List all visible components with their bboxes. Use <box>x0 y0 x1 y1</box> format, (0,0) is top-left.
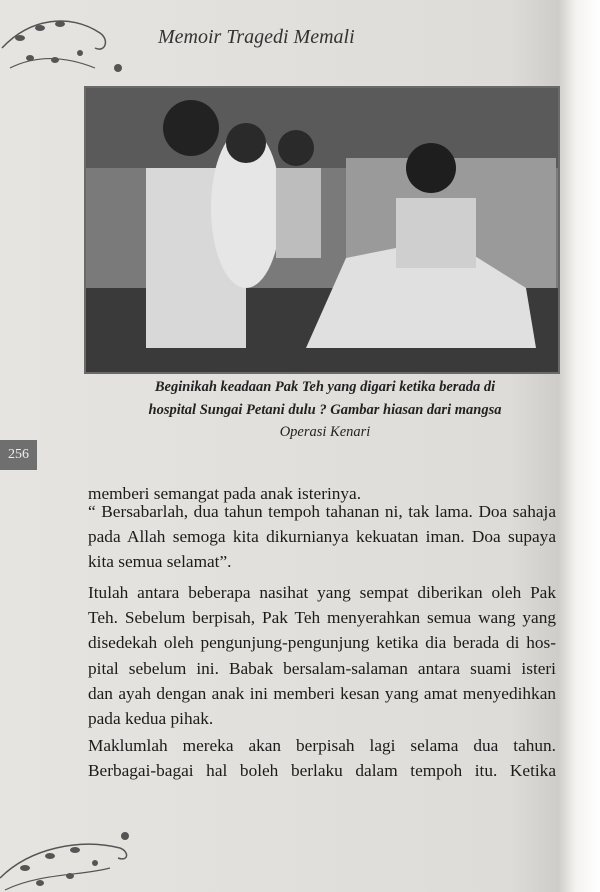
running-title: Memoir Tragedi Memali <box>158 26 355 48</box>
photograph <box>84 86 560 374</box>
floral-ornament-top-icon <box>0 8 130 78</box>
page-number: 256 <box>0 440 37 470</box>
text-line: pada Allah semoga kita dikurnianya kekuatan iman. Doa supaya <box>88 527 556 547</box>
text-line: pada kedua pihak. <box>88 709 214 729</box>
text-line: pital sebelum ini. Babak bersalam-salaman antara suami isteri <box>88 658 556 678</box>
text-line: dan ayah dengan anak ini memberi kesan yang amat menyedihkan <box>88 683 556 703</box>
figure-caption <box>100 376 550 444</box>
paragraph <box>88 733 556 783</box>
text-line: Maklumlah mereka akan berpisah lagi selama dua tahun. <box>88 736 556 755</box>
text-line: Teh. Sebelum berpisah, Pak Teh menyerahkan semua wang yang <box>88 608 556 628</box>
text-line: “ Bersabarlah, dua tahun tempoh tahanan ni, tak lama. Doa sahaja <box>88 502 556 521</box>
text-line: kita semua selamat”. <box>88 552 232 572</box>
paragraph <box>88 499 556 575</box>
caption-line: Operasi Kenari <box>279 424 371 440</box>
paragraph <box>88 580 556 731</box>
text-line: Berbagai-bagai hal boleh berlaku dalam tempoh itu. Ketika <box>88 761 556 781</box>
caption-line: Beginikah keadaan Pak Teh yang digari ketika berada di <box>154 379 496 395</box>
hospital-photo-illustration <box>86 88 558 372</box>
text-line: Itulah antara beberapa nasihat yang sempat diberikan oleh Pak <box>88 583 556 602</box>
caption-line: hospital Sungai Petani dulu ? Gambar hiasan dari mangsa <box>148 401 502 418</box>
text-line: memberi semangat pada anak isterinya. <box>88 484 362 503</box>
floral-ornament-bottom-icon <box>0 828 140 892</box>
text-line: disedekah oleh pengunjung-pengunjung ketika dia berada di hos- <box>88 633 556 653</box>
